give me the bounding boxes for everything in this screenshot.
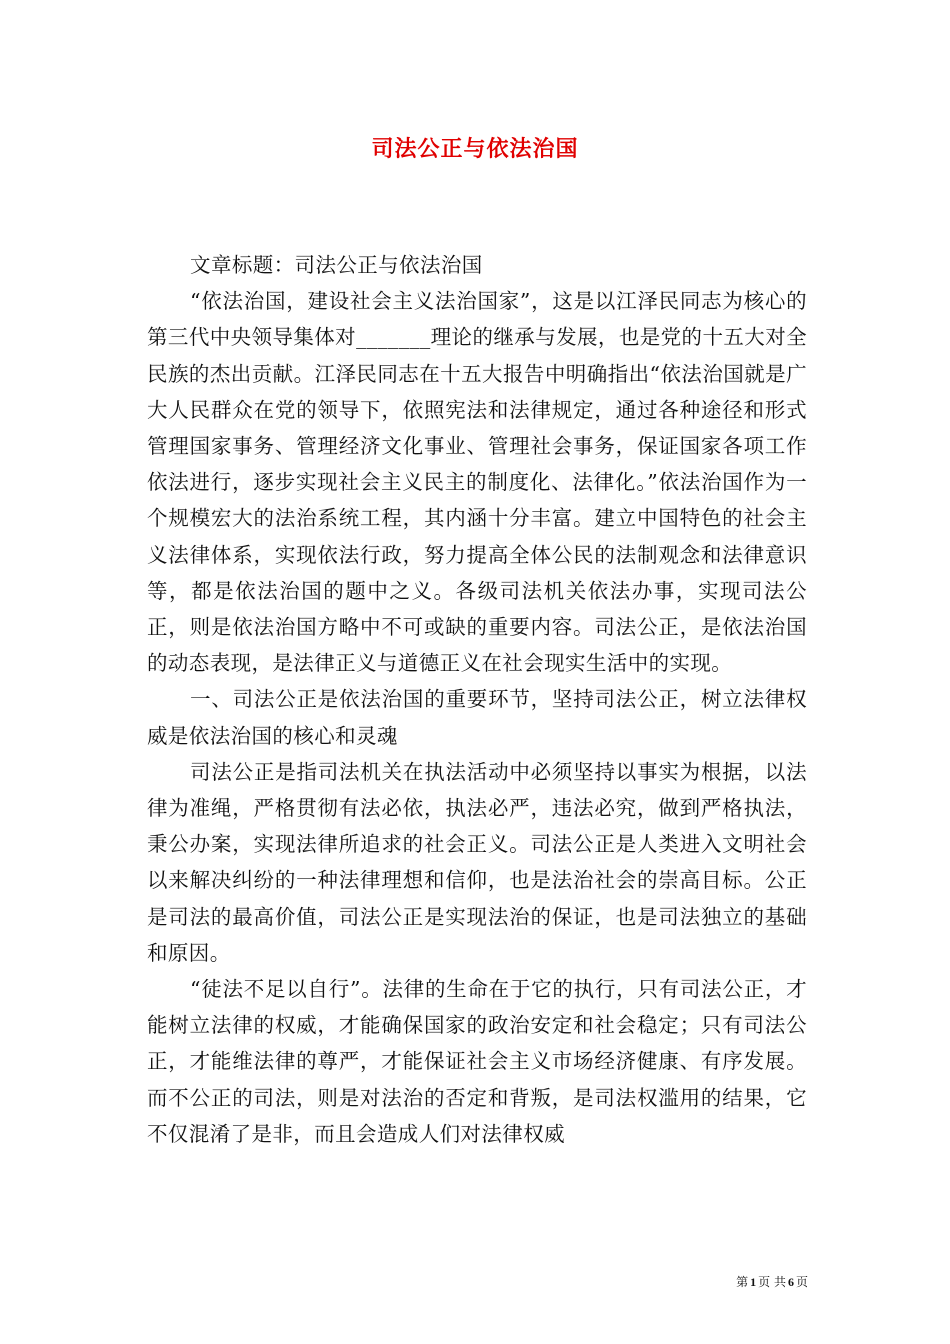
document-body — [147, 247, 807, 1152]
document-title: 司法公正与依法治国 — [371, 136, 579, 162]
paragraph-article-heading: 文章标题：司法公正与依法治国 — [190, 253, 483, 277]
footer-middle: 页 共 — [758, 1275, 786, 1289]
paragraph-quote: “徒法不足以自行”。法律的生命在于它的执行，只有司法公正，才能树立法律的权威，才能确保国家的政治安定和社会稳定；只有司法公正，才能维法律的尊严，才能保证社会主义市场经济健康、有序发展。而不公正的司法，则是对法治的否定和背叛，是司法权滥用的结果，它不仅混淆了是非，而且会造成人们对法律权威 — [147, 977, 807, 1146]
footer-suffix: 页 — [795, 1275, 808, 1289]
footer-current-page: 1 — [750, 1275, 757, 1289]
paragraph-definition: 司法公正是指司法机关在执法活动中必须坚持以事实为根据，以法律为准绳，严格贯彻有法必依，执法必严，违法必究，做到严格执法，秉公办案，实现法律所追求的社会正义。司法公正是人类进入文明社会以来解决纠纷的一种法律理想和信仰，也是法治社会的崇高目标。公正是司法的最高价值，司法公正是实现法治的保证，也是司法独立的基础和原因。 — [147, 759, 807, 965]
paragraph-section-heading-1: 一、司法公正是依法治国的重要环节，坚持司法公正，树立法律权威是依法治国的核心和灵魂 — [147, 687, 807, 748]
page-footer — [708, 1274, 808, 1290]
paragraph-intro: “依法治国，建设社会主义法治国家”，这是以江泽民同志为核心的第三代中央领导集体对_______理论的继承与发展，也是党的十五大对全民族的杰出贡献。江泽民同志在十五大报告中明确指出“依法治国就是广大人民群众在党的领导下，依照宪法和法律规定，通过各种途径和形式管理国家事务、管理经济文化事业、管理社会事务，保证国家各项工作依法进行，逐步实现社会主义民主的制度化、法律化。”依法治国作为一个规模宏大的法治系统工程，其内涵十分丰富。建立中国特色的社会主义法律体系，实现依法行政，努力提高全体公民的法制观念和法律意识等，都是依法治国的题中之义。各级司法机关依法办事，实现司法公正，则是依法治国方略中不可或缺的重要内容。司法公正，是依法治国的动态表现，是法律正义与道德正义在社会现实生活中的实现。 — [147, 289, 807, 676]
footer-total-pages: 6 — [787, 1275, 794, 1289]
footer-prefix: 第 — [736, 1275, 749, 1289]
